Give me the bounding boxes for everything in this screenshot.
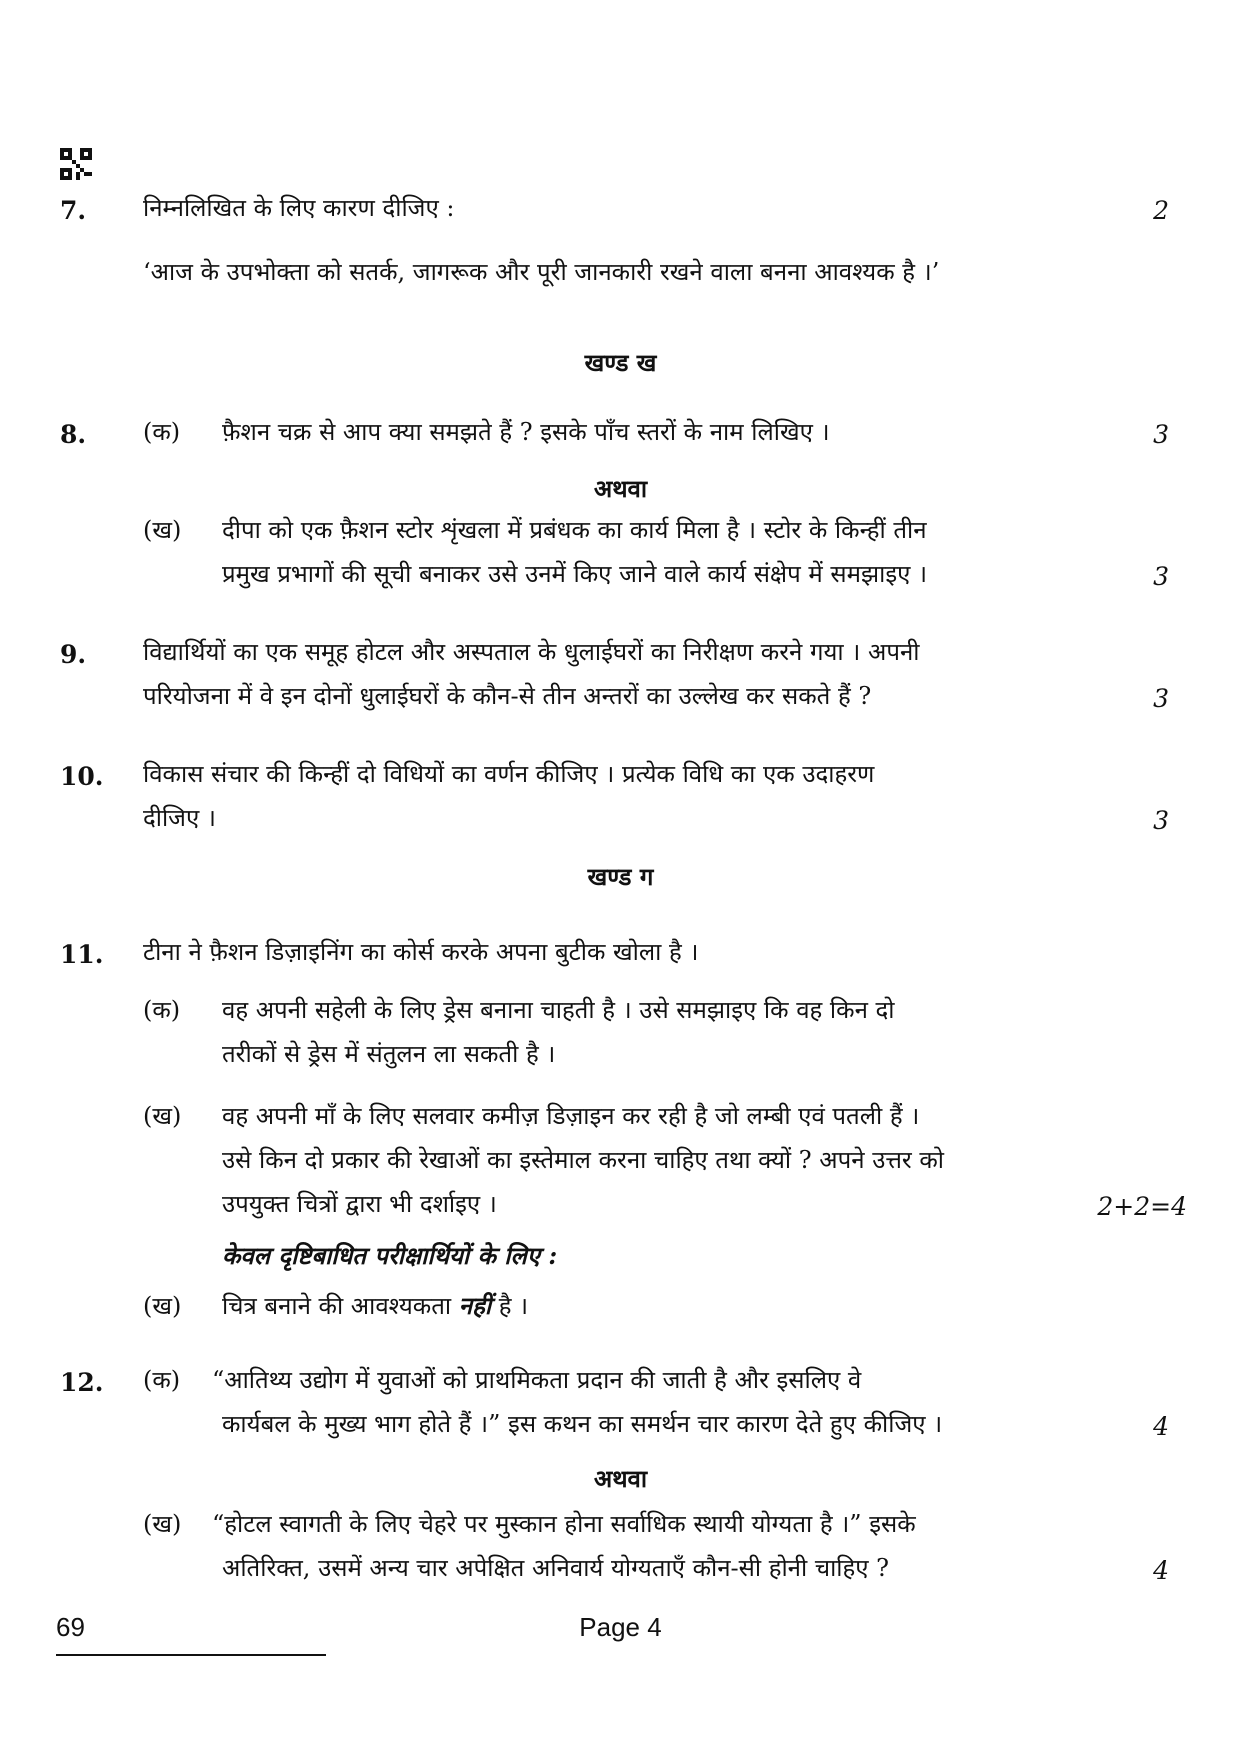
q11-a-line2: तरीकों से ड्रेस में संतुलन ला सकती है । (222, 1040, 556, 1068)
question-number-8: 8. (60, 420, 87, 449)
q11-vi-text-em: नहीं (458, 1291, 492, 1320)
q12-b-line2: अतिरिक्त, उसमें अन्य चार अपेक्षित अनिवार्य योग्यताएँ कौन-सी होनी चाहिए ? (222, 1554, 890, 1582)
q11-b-label: (ख) (143, 1102, 182, 1130)
q8-or-heading: अथवा (593, 474, 648, 503)
q8-b-marks: 3 (1153, 562, 1169, 591)
q8-a-text: फ़ैशन चक्र से आप क्या समझते हैं ? इसके पाँच स्तरों के नाम लिखिए । (222, 418, 830, 446)
question-number-7: 7. (60, 196, 87, 225)
footer-page-number: Page 4 (579, 1612, 662, 1642)
q11-marks: 2+2=4 (1097, 1192, 1187, 1221)
q10-marks: 3 (1153, 806, 1169, 835)
q7-quote: ‘आज के उपभोक्ता को सतर्क, जागरूक और पूरी जानकारी रखने वाला बनना आवश्यक है ।’ (143, 258, 940, 286)
q9-marks: 3 (1153, 684, 1169, 713)
q8-a-marks: 3 (1153, 420, 1169, 449)
q11-intro: टीना ने फ़ैशन डिज़ाइनिंग का कोर्स करके अपना बुटीक खोला है । (143, 938, 699, 966)
q11-b-line2: उसे किन दो प्रकार की रेखाओं का इस्तेमाल करना चाहिए तथा क्यों ? अपने उत्तर को (222, 1146, 945, 1174)
q11-b-line1: वह अपनी माँ के लिए सलवार कमीज़ डिज़ाइन कर रही है जो लम्बी एवं पतली हैं । (222, 1102, 920, 1130)
q9-line2: परियोजना में वे इन दोनों धुलाईघरों के कौन-से तीन अन्तरों का उल्लेख कर सकते हैं ? (143, 682, 872, 710)
q8-b-line2: प्रमुख प्रभागों की सूची बनाकर उसे उनमें किए जाने वाले कार्य संक्षेप में समझाइए । (222, 560, 928, 588)
q12-a-line1: “आतिथ्य उद्योग में युवाओं को प्राथमिकता प्रदान की जाती है और इसलिए वे (212, 1366, 862, 1394)
q10-line1: विकास संचार की किन्हीं दो विधियों का वर्णन कीजिए । प्रत्येक विधि का एक उदाहरण (143, 760, 875, 788)
q12-b-marks: 4 (1153, 1556, 1169, 1585)
q9-line1: विद्यार्थियों का एक समूह होटल और अस्पताल के धुलाईघरों का निरीक्षण करने गया । अपनी (143, 638, 920, 666)
q8-b-label: (ख) (143, 516, 182, 544)
q11-vi-heading: केवल दृष्टिबाधित परीक्षार्थियों के लिए : (222, 1241, 558, 1270)
q11-vi-text (222, 1284, 528, 1328)
q12-b-label: (ख) (143, 1510, 182, 1538)
section-b-heading: खण्ड ख (584, 348, 657, 377)
q8-a-label: (क) (143, 418, 181, 446)
q11-b-line3: उपयुक्त चित्रों द्वारा भी दर्शाइए । (222, 1190, 497, 1218)
q10-line2: दीजिए । (143, 804, 216, 832)
q12-or-heading: अथवा (593, 1464, 648, 1493)
q12-b-line1: “होटल स्वागती के लिए चेहरे पर मुस्कान होना सर्वाधिक स्थायी योग्यता है ।” इसके (212, 1510, 916, 1538)
q11-a-line1: वह अपनी सहेली के लिए ड्रेस बनाना चाहती है । उसे समझाइए कि वह किन दो (222, 996, 895, 1024)
footer-paper-code: 69 (56, 1612, 85, 1642)
question-number-9: 9. (60, 640, 87, 669)
q12-a-label: (क) (143, 1366, 181, 1394)
q11-vi-text-post: है । (498, 1292, 529, 1320)
q11-a-label: (क) (143, 996, 181, 1024)
q8-b-line1: दीपा को एक फ़ैशन स्टोर शृंखला में प्रबंधक का कार्य मिला है । स्टोर के किन्हीं तीन (222, 516, 927, 544)
q12-a-marks: 4 (1153, 1412, 1169, 1441)
question-number-12: 12. (60, 1368, 104, 1397)
section-c-heading: खण्ड ग (587, 862, 654, 891)
question-number-10: 10. (60, 762, 104, 791)
q7-marks: 2 (1153, 196, 1169, 225)
question-number-11: 11. (60, 940, 104, 969)
qr-code-icon (60, 148, 92, 180)
q12-a-line2: कार्यबल के मुख्य भाग होते हैं ।” इस कथन का समर्थन चार कारण देते हुए कीजिए । (222, 1410, 943, 1438)
footer-divider (56, 1654, 326, 1656)
q11-vi-text-pre: चित्र बनाने की आवश्यकता (222, 1292, 452, 1320)
q11-vi-label: (ख) (143, 1292, 182, 1320)
q7-instruction: निम्नलिखित के लिए कारण दीजिए : (143, 194, 455, 222)
